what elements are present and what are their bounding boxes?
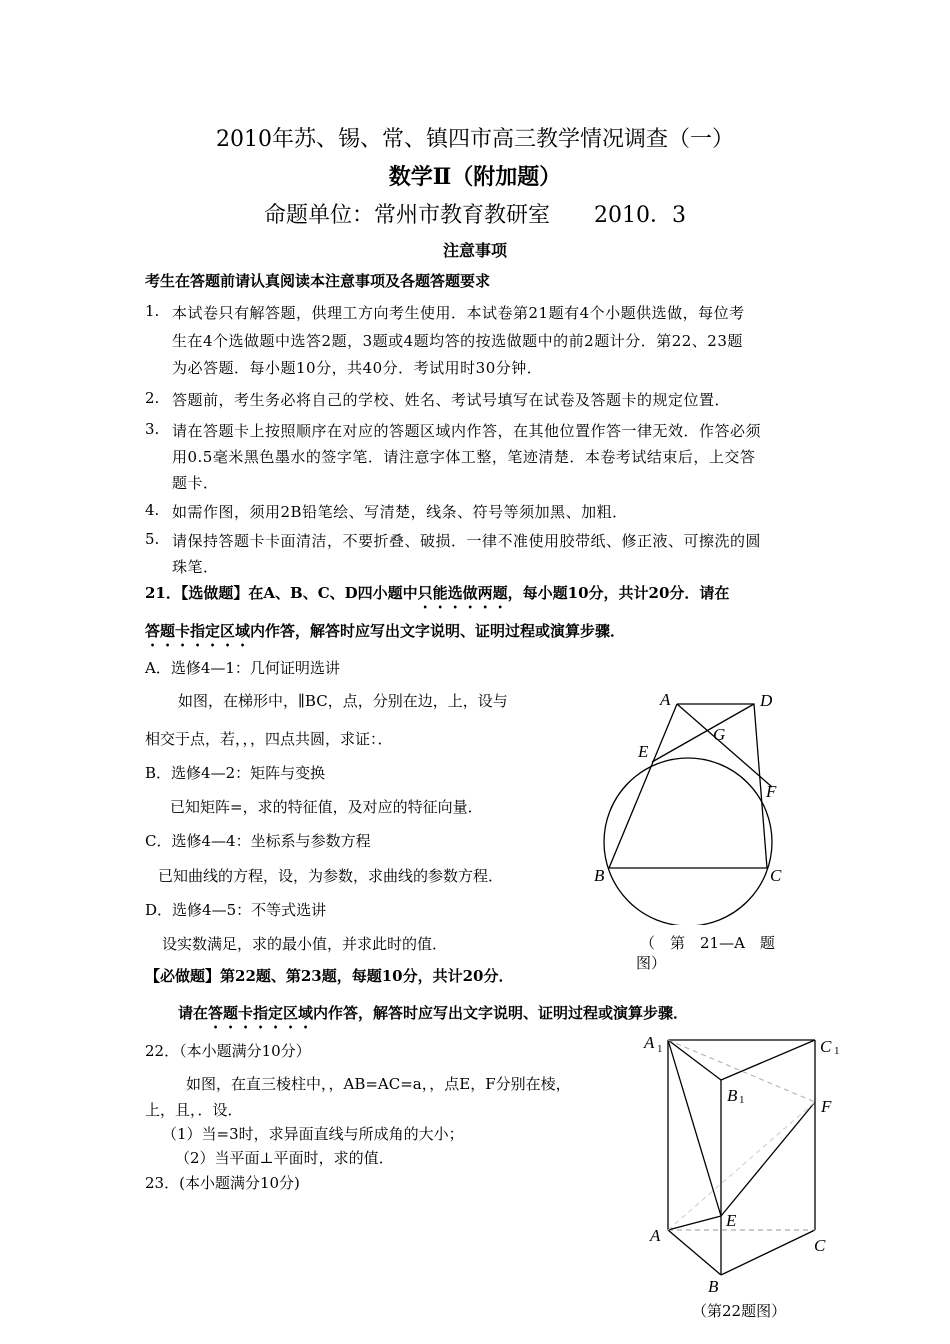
required-line2: 请在答题卡指定区域内作答，解答时应写出文字说明、证明过程或演算步骤． xyxy=(178,1004,689,1022)
instruction-line: 用0.5毫米黑色墨水的签字笔．请注意字体工整，笔迹清楚．本卷考试结束后，上交答 xyxy=(172,448,756,466)
instruction-line: 题卡． xyxy=(172,474,219,492)
label-F: F xyxy=(766,782,777,801)
q21-A-title: A．选修4—1：几何证明选讲 xyxy=(145,659,340,677)
label-A1: A xyxy=(644,1033,655,1052)
instruction-num: 5. xyxy=(145,530,160,548)
label-C: C xyxy=(814,1236,826,1255)
q23-title: 23．(本小题满分10分) xyxy=(145,1174,300,1192)
figure-21A xyxy=(580,680,810,925)
q22-text1: 如图，在直三棱柱中，，AB=AC=a，，点E，F分别在棱， xyxy=(186,1075,571,1093)
label-D: D xyxy=(760,691,773,710)
label-F: F xyxy=(821,1097,832,1116)
instruction-line: 为必答题．每小题10分，共40分．考试用时30分钟． xyxy=(172,359,543,377)
line-EF xyxy=(721,1102,815,1216)
label-B: B xyxy=(594,866,605,885)
label-E: E xyxy=(726,1211,737,1230)
label-C: C xyxy=(770,866,782,885)
circle-shape xyxy=(604,758,772,925)
instruction-num: 1. xyxy=(145,302,160,320)
label-A1-sub: 1 xyxy=(657,1043,663,1055)
edge-AB xyxy=(668,1230,721,1275)
instruction-line: 请在答题卡上按照顺序在对应的答题区域内作答，在其他位置作答一律无效．作答必须 xyxy=(172,422,762,440)
instructions-lead: 考生在答题前请认真阅读本注意事项及各题答题要求 xyxy=(145,272,491,290)
q21-line1: 21．【选做题】在A、B、C、D四小题中只能选做两题，每小题10分，共计20分．请在 xyxy=(145,584,730,602)
figure-22 xyxy=(640,1030,845,1305)
instruction-line: 珠笔． xyxy=(172,558,219,576)
instruction-line: 本试卷只有解答题，供理工方向考生使用．本试卷第21题有4个小题供选做，每位考 xyxy=(172,304,745,322)
edge-BC xyxy=(721,1230,815,1275)
figure-21A-caption-2: 图） xyxy=(636,954,667,972)
q21-A-text1: 如图，在梯形中，∥BC，点，分别在边，上，设与 xyxy=(178,692,508,710)
trapezoid-shape xyxy=(609,704,767,868)
q21-D-text: 设实数满足，求的最小值，并求此时的值． xyxy=(162,935,448,953)
notice-title: 注意事项 xyxy=(442,241,507,260)
instruction-num: 2. xyxy=(145,389,160,407)
exam-unit: 命题单位：常州市教育教研室 2010．3 xyxy=(264,203,686,228)
label-B1-sub: 1 xyxy=(739,1094,745,1106)
q21-C-title: C．选修4—4：坐标系与参数方程 xyxy=(145,832,371,850)
figure-22-caption: （第22题图） xyxy=(692,1302,787,1320)
label-A: A xyxy=(660,690,671,709)
q22-title: 22．（本小题满分10分） xyxy=(145,1042,311,1060)
label-C1: C xyxy=(820,1037,832,1056)
exam-title: 2010年苏、锡、常、镇四市高三教学情况调查（一） xyxy=(216,127,734,152)
instruction-num: 3. xyxy=(145,420,160,438)
exam-subtitle: 数学Ⅱ（附加题） xyxy=(388,164,562,190)
figure-21A-caption: （ 第 21—A 题 xyxy=(640,934,775,952)
required-line1: 【必做题】第22题、第23题，每题10分，共计20分． xyxy=(145,967,514,985)
instruction-line: 生在4个选做题中选答2题，3题或4题均答的按选做题中的前2题计分．第22、23题 xyxy=(172,332,743,350)
q21-line2: 答题卡指定区域内作答，解答时应写出文字说明、证明过程或演算步骤． xyxy=(145,622,626,640)
line-AF-hidden xyxy=(668,1102,815,1230)
label-G: G xyxy=(713,725,726,744)
instruction-num: 4. xyxy=(145,501,160,519)
instruction-line: 如需作图，须用2B铅笔绘、写清楚，线条、符号等须加黑、加粗． xyxy=(172,503,628,521)
label-B: B xyxy=(708,1277,719,1296)
line-A1E xyxy=(668,1040,721,1216)
q21-D-title: D．选修4—5：不等式选讲 xyxy=(145,901,327,919)
label-E: E xyxy=(638,742,649,761)
line-ED xyxy=(652,704,754,762)
label-B1: B xyxy=(727,1086,738,1105)
q21-C-text: 已知曲线的方程，设，为参数，求曲线的参数方程． xyxy=(158,867,504,885)
edge-A1B1 xyxy=(668,1040,721,1080)
q22-part2: （2）当平面⊥平面时，求的值． xyxy=(175,1149,394,1167)
instruction-line: 请保持答题卡卡面清洁，不要折叠、破损．一律不准使用胶带纸、修正液、可擦洗的圆 xyxy=(172,532,762,550)
q22-text2: 上，且，．设． xyxy=(145,1101,243,1119)
instruction-line: 答题前，考生务必将自己的学校、姓名、考试号填写在试卷及答题卡的规定位置． xyxy=(172,391,731,409)
q21-B-title: B．选修4—2：矩阵与变换 xyxy=(145,764,326,782)
label-C1-sub: 1 xyxy=(834,1045,840,1057)
q22-part1: （1）当=3时，求异面直线与所成角的大小； xyxy=(162,1125,464,1143)
edge-B1C1 xyxy=(721,1040,815,1080)
label-A: A xyxy=(650,1226,661,1245)
q21-A-text2: 相交于点，若，，，四点共圆，求证：． xyxy=(145,730,393,748)
q21-B-text: 已知矩阵=，求的特征值，及对应的特征向量． xyxy=(170,798,483,816)
